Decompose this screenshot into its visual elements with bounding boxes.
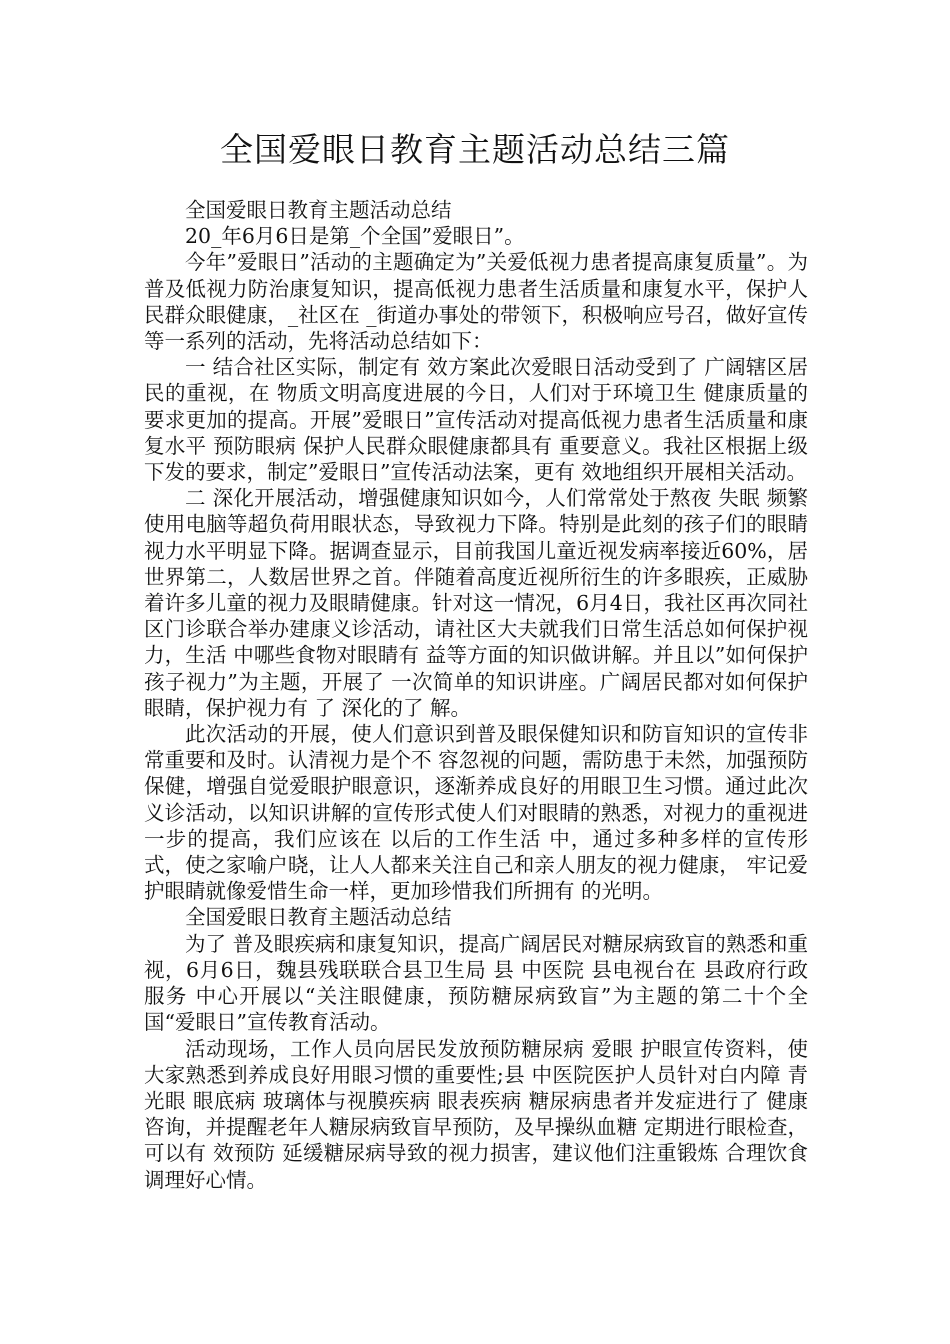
paragraph-event-intro: 为了 普及眼疾病和康复知识，提高广阔居民对糖尿病致盲的熟悉和重视，6月6日，魏县残联联合县卫生局 县 中医院 县电视台在 县政府行政服务 中心开展以“关注眼健康，预防糖尿病致盲”为主题的第二十个全国“爱眼日”宣传教育活动。 <box>144 931 808 1035</box>
paragraph-event-scene: 活动现场，工作人员向居民发放预防糖尿病 爱眼 护眼宣传资料，使大家熟悉到养成良好用眼习惯的重要性;县 中医院医护人员针对白内障 青光眼 眼底病 玻璃体与视膜疾病 眼表疾病 糖尿病患者并发症进行了 健康咨询，并提醒老年人糖尿病致盲早预防，及早操纵血糖 定期进行眼检查，可以有 效预防 延缓糖尿病导致的视力损害，建议他们注重锻炼 合理饮食 调理好心情。 <box>144 1036 808 1192</box>
paragraph-point-one: 一 结合社区实际，制定有 效方案此次爱眼日活动受到了 广阔辖区居民的重视，在 物质文明高度进展的今日，人们对于环境卫生 健康质量的要求更加的提高。开展”爱眼日”宣传活动对提高低视力患者生活质量和康复水平 预防眼病 保护人民群众眼健康都具有 重要意义。我社区根据上级下发的要求，制定”爱眼日”宣传活动法案，更有 效地组织开展相关活动。 <box>144 355 808 485</box>
paragraph-point-two: 二 深化开展活动，增强健康知识如今，人们常常处于熬夜 失眠 频繁使用电脑等超负荷用眼状态，导致视力下降。特别是此刻的孩子们的眼睛视力水平明显下降。据调查显示，目前我国儿童近视发病率接近60%，居世界第二，人数居世界之首。伴随着高度近视所衍生的许多眼疾，正威胁着许多儿童的视力及眼睛健康。针对这一情况，6月4日，我社区再次同社区门诊联合举办建康义诊活动，请社区大夫就我们日常生活总如何保护视力，生活 中哪些食物对眼睛有 益等方面的知识做讲解。并且以”如何保护孩子视力”为主题，开展了 一次简单的知识讲座。广阔居民都对如何保护眼睛，保护视力有 了 深化的了 解。 <box>144 486 808 720</box>
section-heading-1: 全国爱眼日教育主题活动总结 <box>185 198 452 222</box>
paragraph-conclusion: 此次活动的开展，使人们意识到普及眼保健知识和防盲知识的宣传非常重要和及时。认清视力是个不 容忽视的问题，需防患于未然，加强预防 保健，增强自觉爱眼护眼意识，逐渐养成良好的用眼卫生习惯。通过此次义诊活动，以知识讲解的宣传形式使人们对眼睛的熟悉，对视力的重视进一步的提高，我们应该在 以后的工作生活 中，通过多种多样的宣传形式，使之家喻户晓，让人人都来关注自己和亲人朋友的视力健康， 牢记爱护眼睛就像爱惜生命一样，更加珍惜我们所拥有 的光明。 <box>144 722 808 904</box>
document-body <box>144 197 808 1193</box>
paragraph-date: 20_年6月6日是第_个全国”爱眼日”。 <box>185 224 525 249</box>
paragraph-theme: 今年”爱眼日”活动的主题确定为”关爱低视力患者提高康复质量”。为普及低视力防治康复知识，提高低视力患者生活质量和康复水平，保护人民群众眼健康，_社区在 _街道办事处的带领下，积极响应号召，做好宣传等一系列的活动，先将活动总结如下： <box>144 250 808 354</box>
section-heading-2: 全国爱眼日教育主题活动总结 <box>185 905 452 930</box>
document-title: 全国爱眼日教育主题活动总结三篇 <box>220 130 730 169</box>
